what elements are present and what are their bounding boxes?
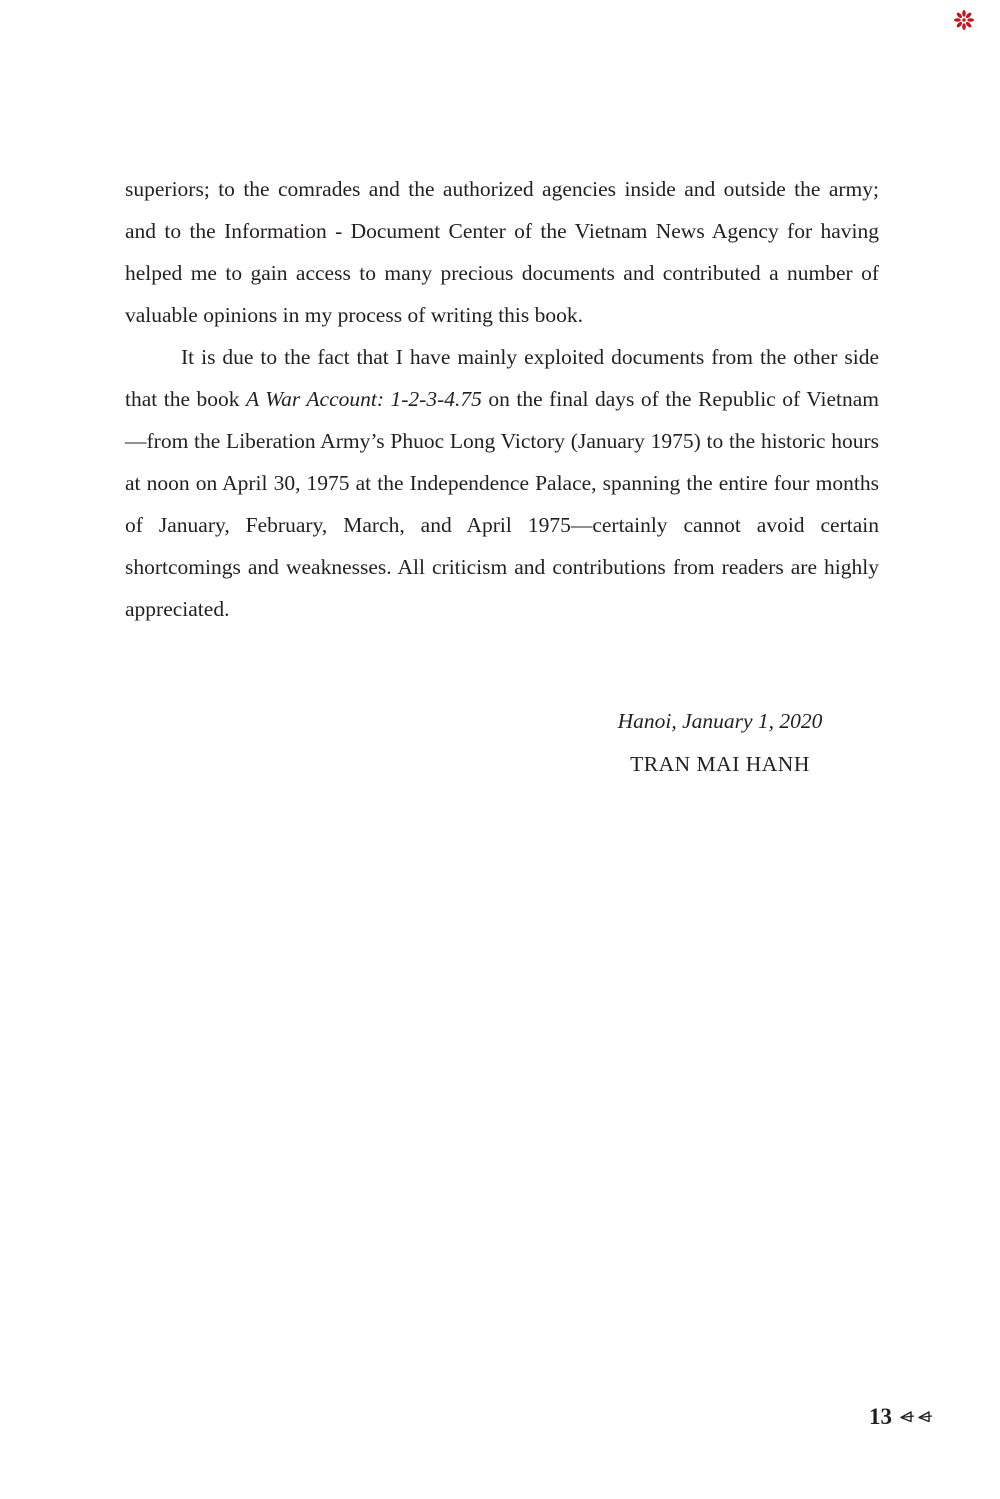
flower-asterisk-icon	[952, 8, 976, 32]
signature-name: TRAN MAI HANH	[630, 752, 810, 776]
paragraph-text-after-title: on the final days of the Republic of Vietnam—from the Liberation Army’s Phuoc Long Victory (January 1975) to the historic hours at noon on April 30, 1975 at the Independence Palace, spanning the entire four months of January, February, March, and April 1975—certainly cannot avoid certain shortcomings and weaknesses. All criticism and contributions from readers are highly appreciated.	[125, 387, 879, 621]
paragraph-acknowledgements: superiors; to the comrades and the authorized agencies inside and outside the army; and to the Information - Document Center of the Vietnam News Agency for having helped me to gain access to many precious documents and contributed a number of valuable opinions in my process of writing this book.	[125, 177, 879, 327]
book-title-text: A War Account: 1-2-3-4.75	[246, 387, 482, 411]
signature-block	[570, 700, 870, 786]
paragraph-text-before-title: It is due to the fact that I have mainly exploited documents from the other side that the book	[125, 345, 879, 411]
page-footer	[869, 1404, 934, 1430]
signature-date: Hanoi, January 1, 2020	[617, 709, 823, 733]
body-text	[125, 168, 879, 630]
paragraph-book-description	[125, 336, 879, 630]
page-number: 13	[869, 1404, 892, 1429]
double-left-arrow-icon	[898, 1408, 934, 1426]
